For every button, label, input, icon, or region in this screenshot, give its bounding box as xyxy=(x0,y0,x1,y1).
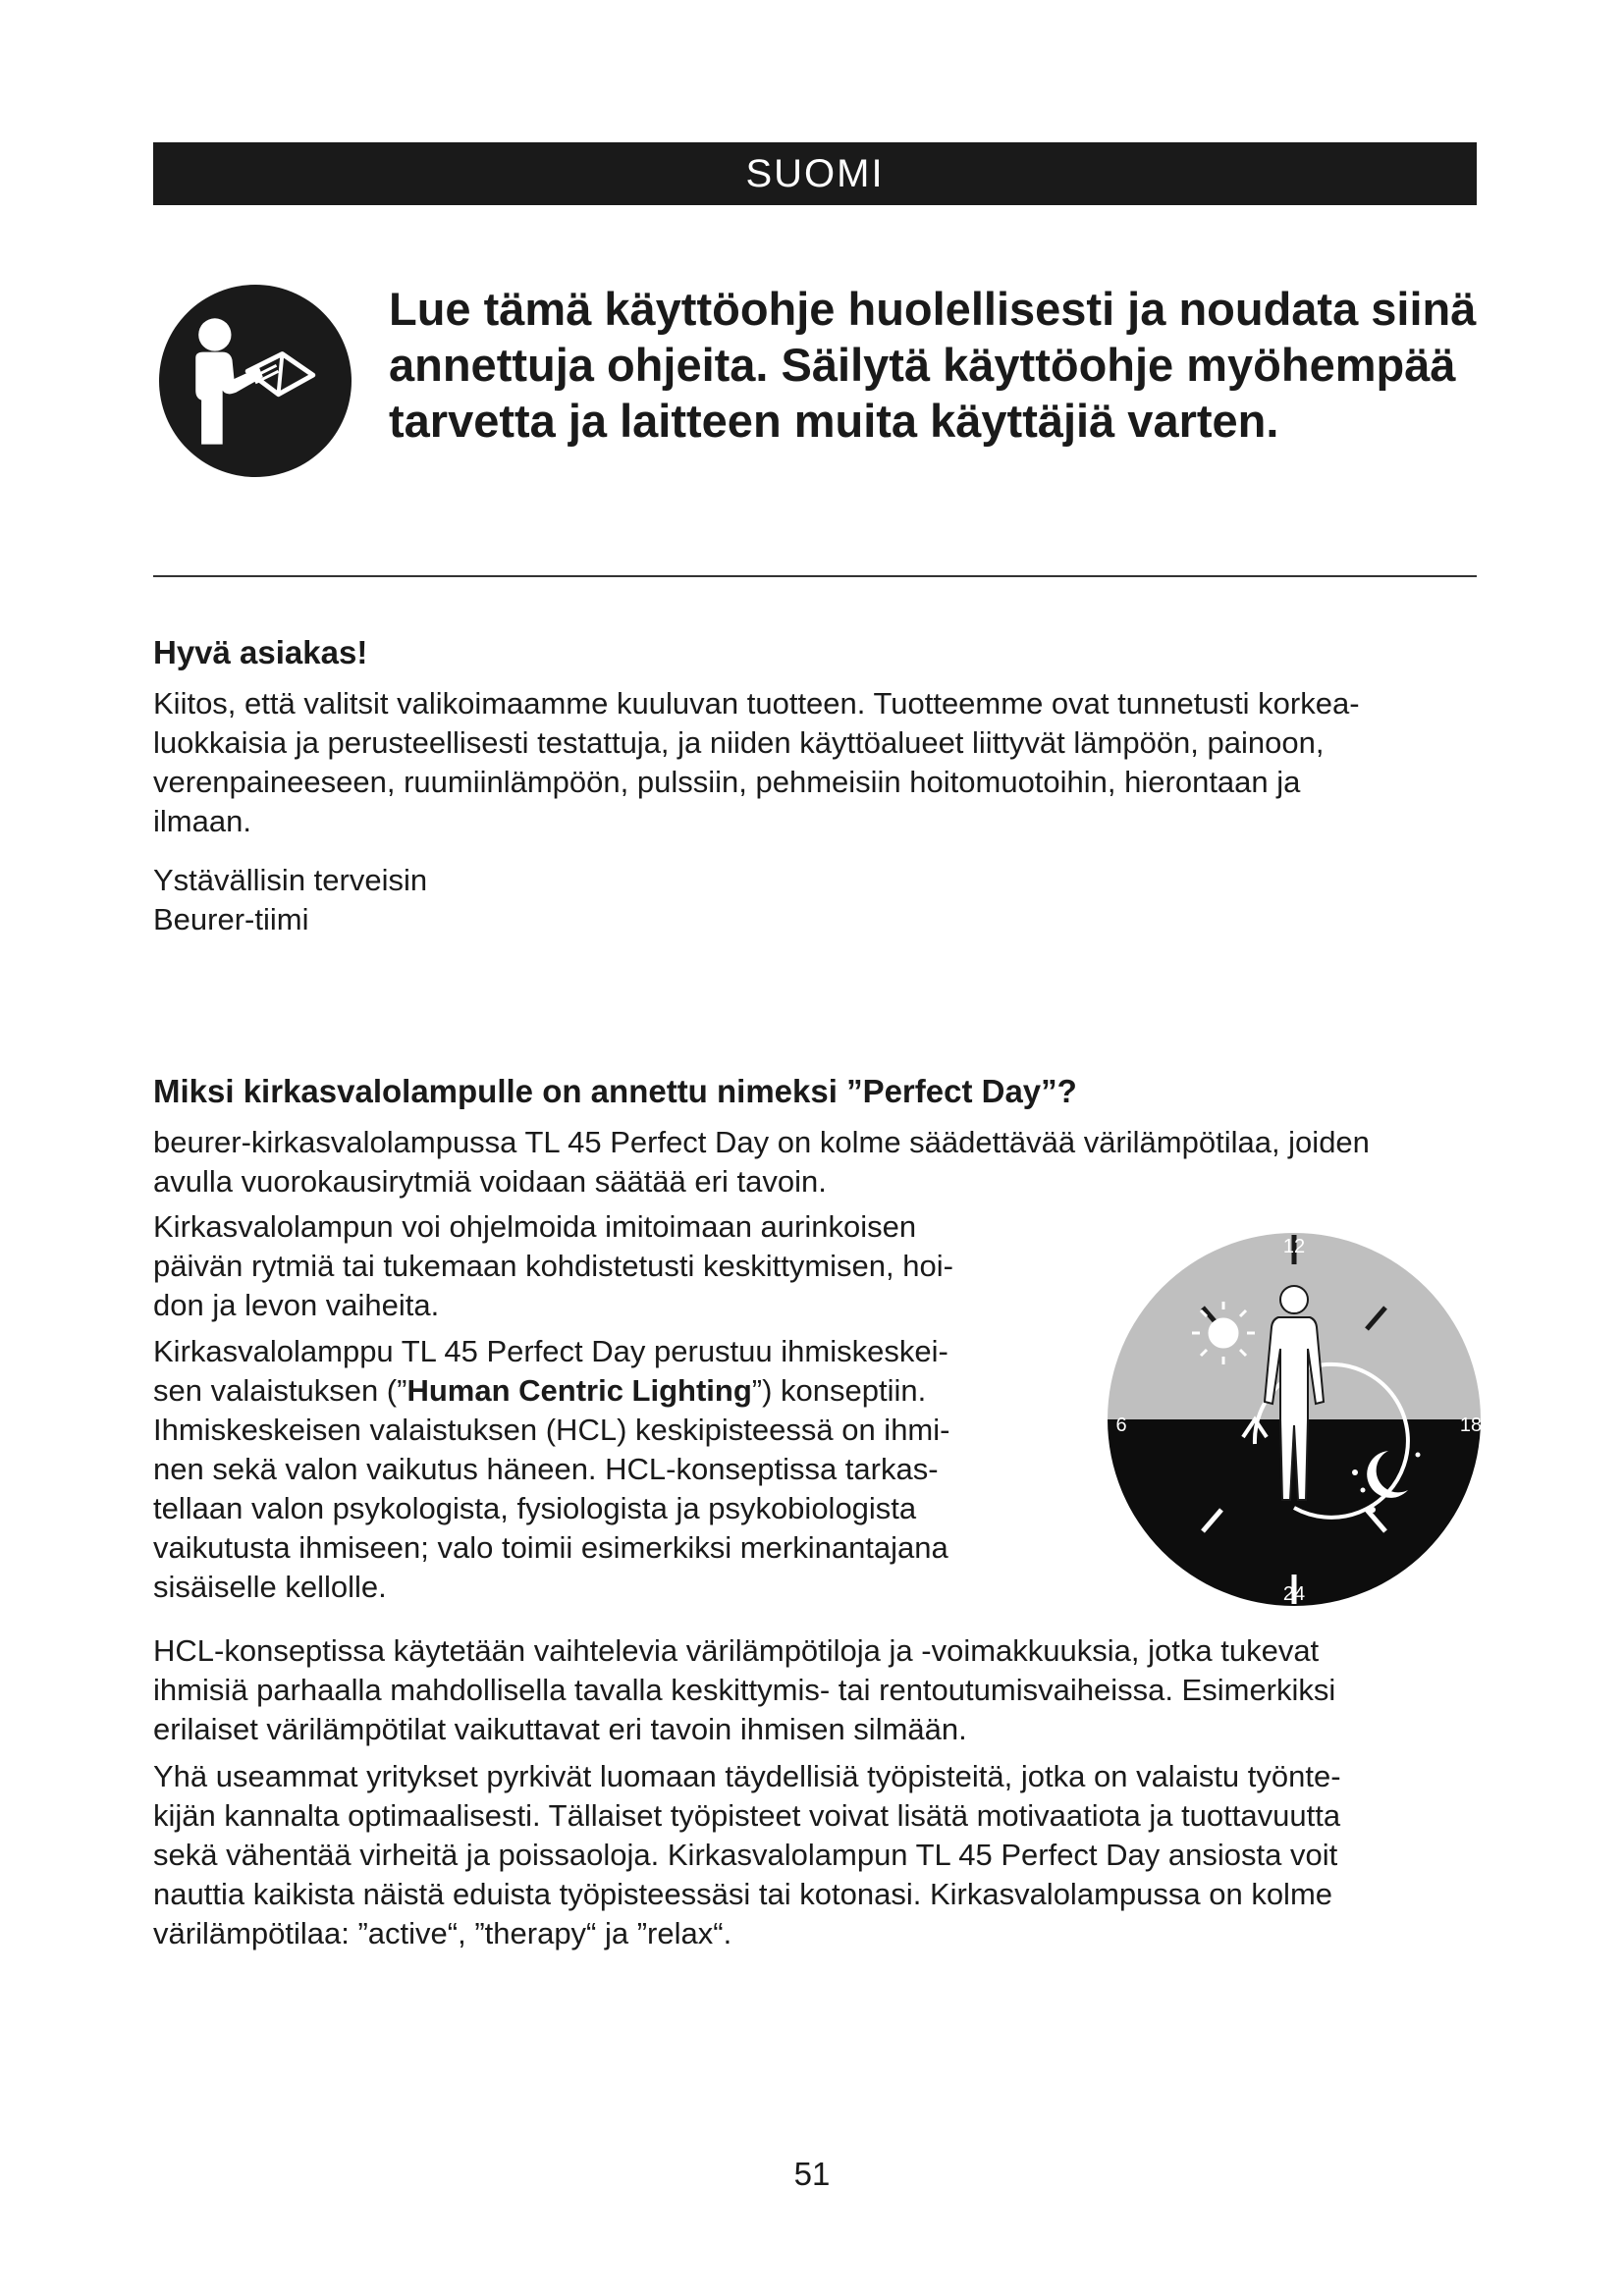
read-manual-icon xyxy=(159,285,352,477)
paragraph-4: HCL-konseptissa käytetään vaihtelevia värilämpötiloja ja -voimakkuuksia, jotka tukevat ihmisiä parhaalla mahdollisella tavalla keskittymis- tai rentoutumisvaiheissa. Esimerkiksi erilaiset värilämpötilat vaikuttavat eri tavoin ihmisen silmään. xyxy=(153,1633,1336,1746)
clock-label-18: 18 xyxy=(1459,1415,1483,1436)
paragraph-2: Kirkasvalolampun voi ohjelmoida imitoimaan aurinkoisen päivän rytmiä tai tukemaan kohdistetusti keskittymisen, hoi- don ja levon vaiheita. xyxy=(153,1209,953,1322)
greeting-heading: Hyvä asiakas! xyxy=(153,634,368,670)
section-divider xyxy=(153,575,1477,577)
paragraph-3: Kirkasvalolamppu TL 45 Perfect Day perustuu ihmiskeskei- sen valaistuksen (”Human Centric Lighting”) konseptiin. Ihmiskeskeisen valaistuksen (HCL) keskipisteessä on ihmi- nen sekä valon vaikutus häneen. HCL-konseptissa tarkas- tellaan valon psykologista, fysiologista ja psykobiologista vaikutusta ihmiseen; valo toimii esimerkiksi merkinantajana sisäiselle kellolle. xyxy=(153,1334,950,1604)
clock-label-24: 24 xyxy=(1282,1583,1306,1605)
paragraph-1: beurer-kirkasvalolampussa TL 45 Perfect Day on kolme säädettävää värilämpötilaa, joiden avulla vuorokausirytmiä voidaan säätää eri tavoin. xyxy=(153,1125,1370,1199)
greeting-closing: Ystävällisin terveisin Beurer-tiimi xyxy=(153,863,428,936)
page-number: 51 xyxy=(793,2156,831,2192)
paragraph-5: Yhä useammat yritykset pyrkivät luomaan täydellisiä työpisteitä, jotka on valaistu työnte- kijän kannalta optimaalisesti. Tällaiset työpisteet voivat lisätä motivaatiota ja tuottavuutta sekä vähentää virheitä ja poissaoloja. Kirkasvalolampun TL 45 Perfect Day ansiosta voit nauttia kaikista näistä eduista työpisteessäsi tai kotonasi. Kirkasvalolampussa on kolme värilämpötilaa: ”active“, ”therapy“ ja ”relax“. xyxy=(153,1759,1341,1950)
greeting-paragraph: Kiitos, että valitsit valikoimaamme kuuluvan tuotteen. Tuotteemme ovat tunnetusti korkea- luokkaisia ja perusteellisesti testattuja, ja niiden käyttöalueet liittyvät lämpöön, painoon, verenpaineeseen, ruumiinlämpöön, pulssiin, pehmeisiin hoitomuotoihin, hierontaan ja ilmaan. xyxy=(153,686,1360,838)
clock-label-12: 12 xyxy=(1282,1236,1306,1257)
clock-label-6: 6 xyxy=(1115,1415,1127,1436)
language-header: SUOMI xyxy=(153,142,1477,205)
intro-instruction: Lue tämä käyttöohje huolellisesti ja noudata siinä annettuja ohjeita. Säilytä käyttöohje myöhempää tarvetta ja laitteen muita käyttäjiä varten. xyxy=(389,283,1477,447)
day-night-clock-diagram xyxy=(1098,1223,1490,1616)
section-heading: Miksi kirkasvalolampulle on annettu nimeksi ”Perfect Day”? xyxy=(153,1073,1077,1109)
